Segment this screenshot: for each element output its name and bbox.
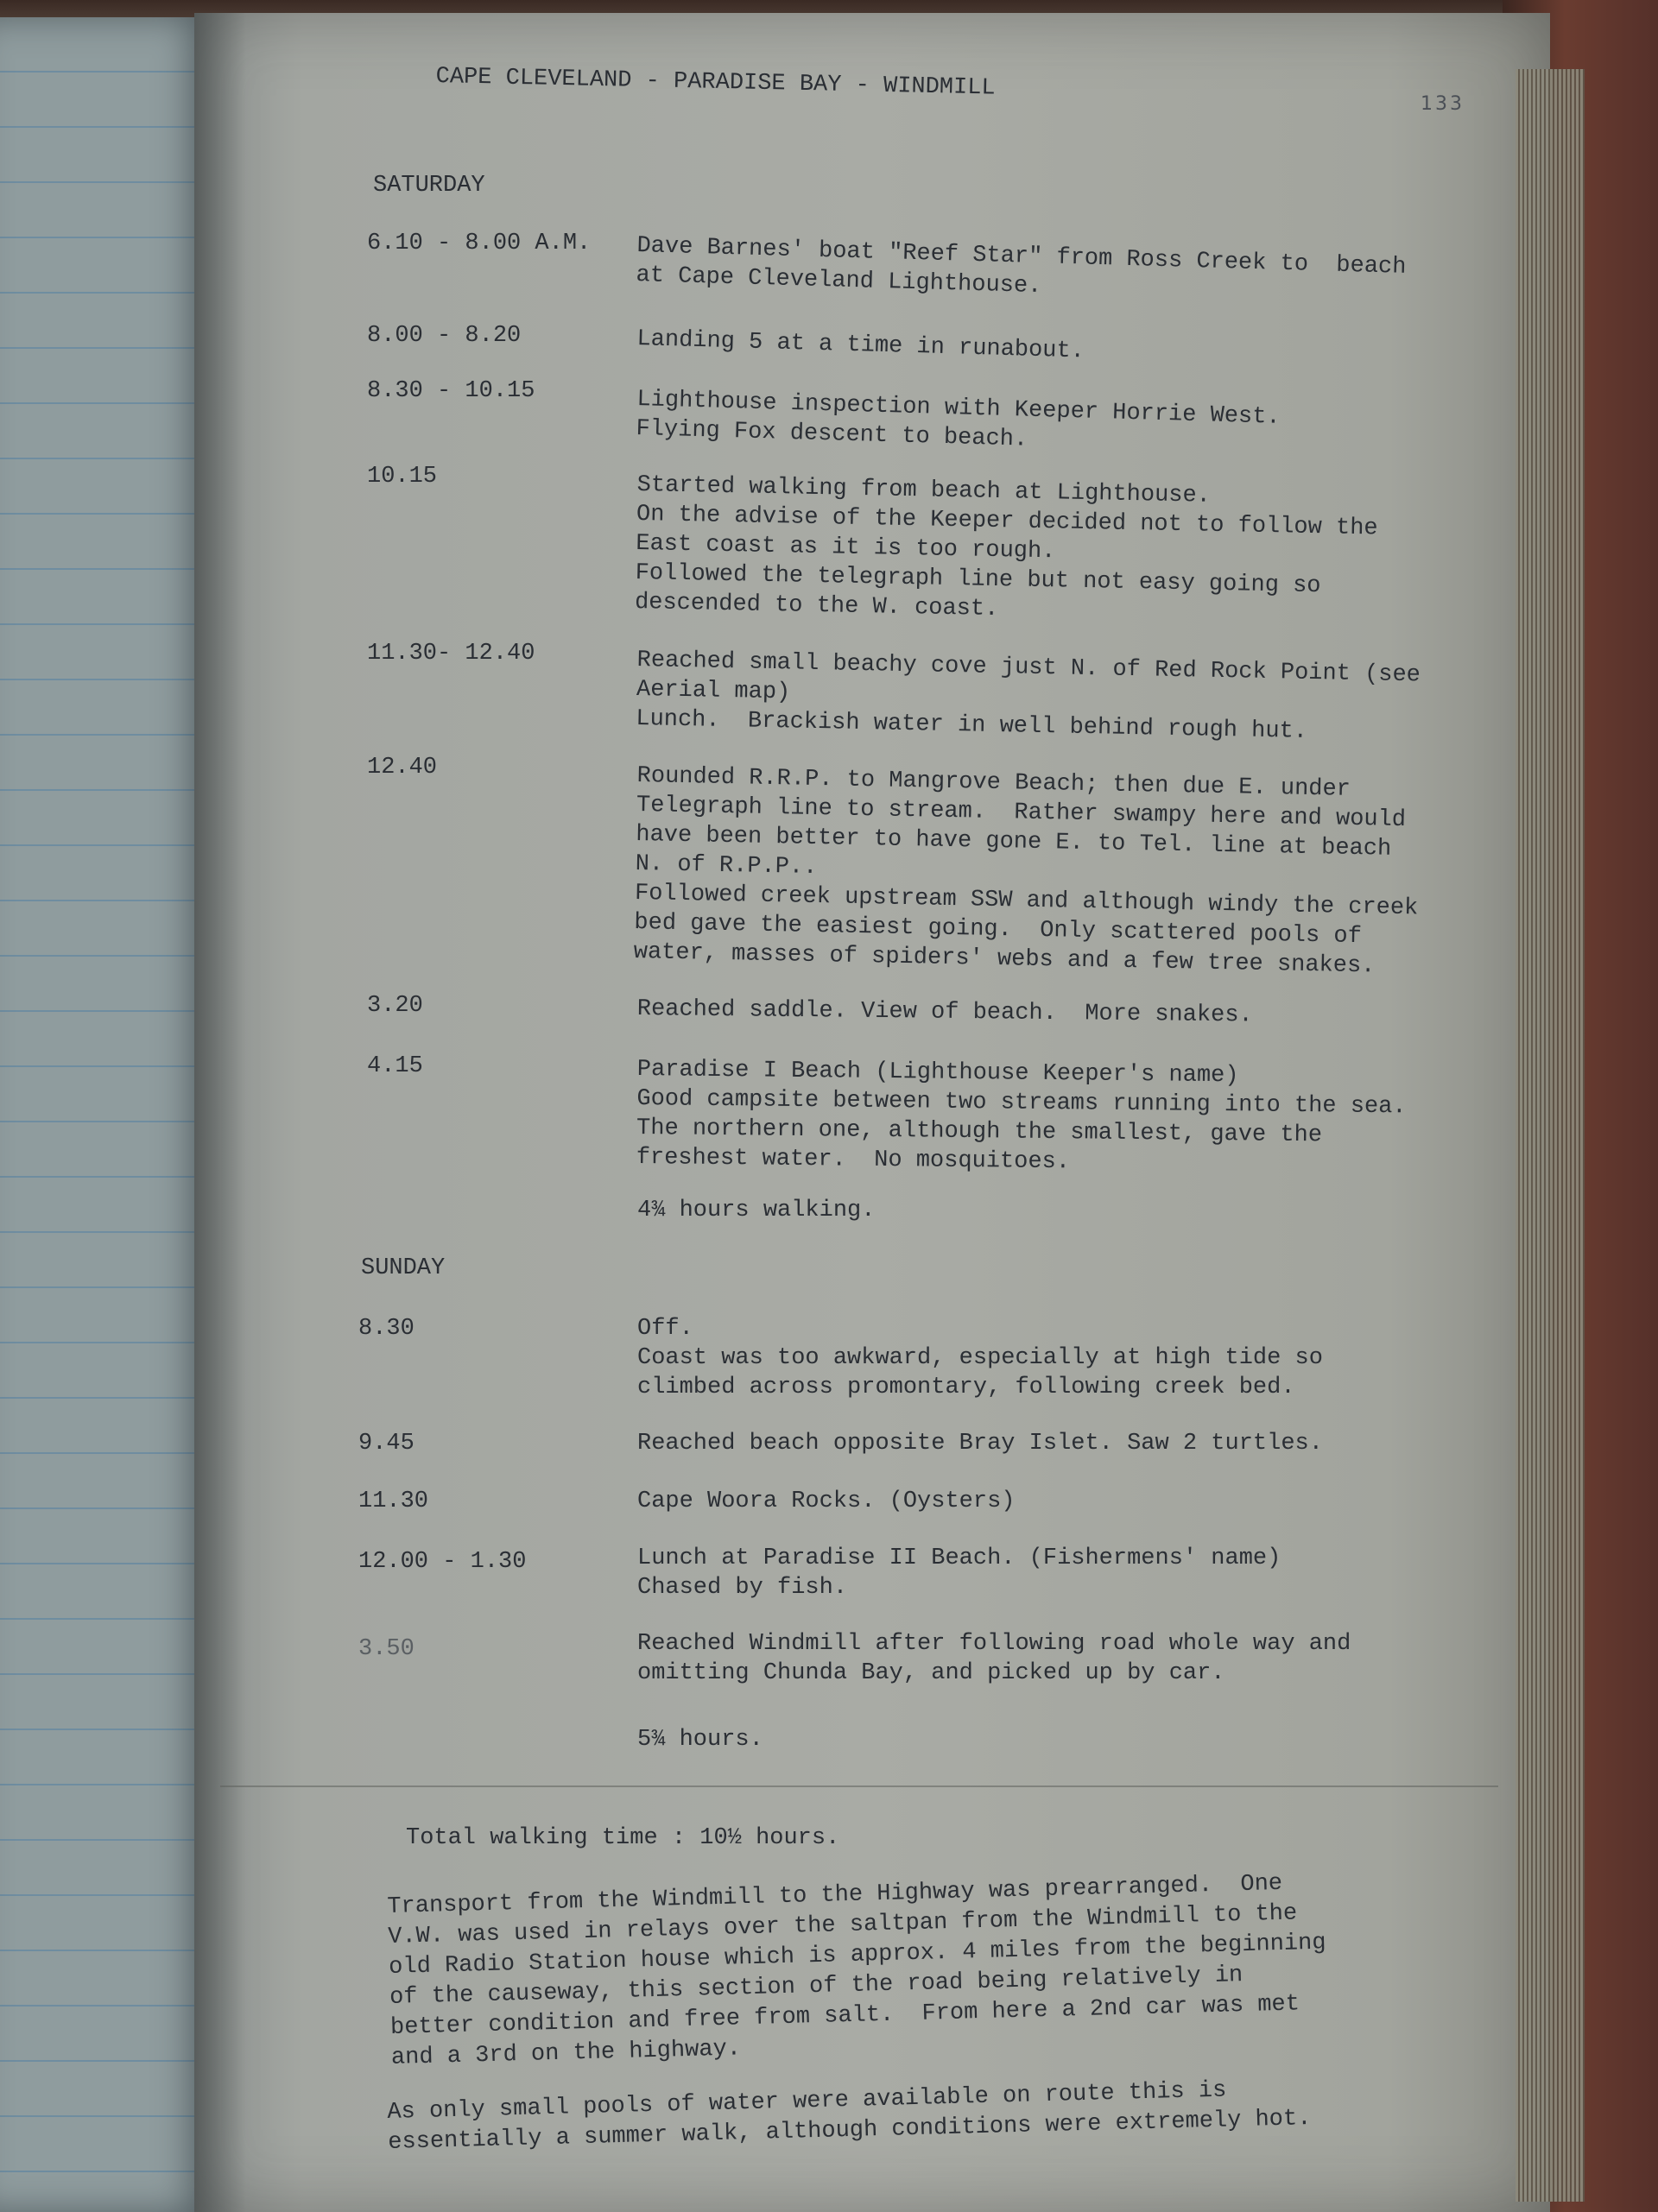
sunday-time-5: 3.50 [358, 1636, 414, 1662]
left-facing-page [0, 17, 216, 2212]
saturday-time-7: 3.20 [367, 993, 423, 1019]
sunday-total: 5¾ hours. [637, 1727, 763, 1753]
pasted-slip-edge [220, 1785, 1498, 1787]
saturday-entry-2: Landing 5 at a time in runabout. [636, 325, 1085, 365]
saturday-time-8: 4.15 [367, 1053, 423, 1079]
sunday-time-4: 12.00 - 1.30 [358, 1549, 527, 1575]
page-number: 133 [1421, 93, 1465, 115]
saturday-entry-7: Reached saddle. View of beach. More snakes. [636, 995, 1253, 1029]
sunday-time-3: 11.30 [358, 1488, 429, 1514]
book-page-edges [1516, 69, 1585, 2202]
saturday-time-4: 10.15 [367, 464, 438, 490]
saturday-total: 4¾ hours walking. [637, 1198, 876, 1223]
saturday-entry-6: Rounded R.R.P. to Mangrove Beach; then due E. under Telegraph line to stream. Rather swampy here and would have been better to have gone E. to Tel. line at beach N. of R.P.P.. Followed creek upstream SSW and although windy the creek bed gave the easiest going. Only scattered pools of water, masses of spiders' webs and a few tree snakes. [633, 762, 1419, 980]
water-note: As only small pools of water were available on route this is essentially a summer walk, although conditions were extremely hot. [387, 2077, 1312, 2156]
sunday-entry-3: Cape Woora Rocks. (Oysters) [637, 1488, 1016, 1514]
total-walking-time: Total walking time : 10½ hours. [406, 1825, 840, 1851]
sunday-time-1: 8.30 [358, 1316, 414, 1342]
saturday-entry-3: Lighthouse inspection with Keeper Horrie West. Flying Fox descent to beach. [636, 386, 1281, 453]
sunday-entry-5: Reached Windmill after following road whole way and omitting Chunda Bay, and picked up by car. [637, 1631, 1351, 1686]
saturday-time-1: 6.10 - 8.00 A.M. [367, 231, 592, 256]
sunday-entry-1: Off. Coast was too awkward, especially at high tide so climbed across promontary, following creek bed. [637, 1316, 1323, 1400]
saturday-entry-5: Reached small beachy cove just N. of Red Rock Point (see Aerial map) Lunch. Brackish water in well behind rough hut. [636, 647, 1421, 745]
saturday-time-5: 11.30- 12.40 [367, 641, 535, 667]
saturday-time-2: 8.00 - 8.20 [367, 323, 522, 349]
page-title: CAPE CLEVELAND - PARADISE BAY - WINDMILL [435, 63, 996, 102]
saturday-entry-4: Started walking from beach at Lighthouse. On the advise of the Keeper decided not to follow the East coast as it is too rough. Followed the telegraph line but not easy going so descended to the W. coast. [634, 471, 1378, 623]
saturday-entry-8: Paradise I Beach (Lighthouse Keeper's name) Good campsite between two streams running into the sea. The northern one, although the smallest, gave the freshest water. No mosquitoes. [636, 1056, 1407, 1176]
page-gutter-shadow [194, 13, 246, 2212]
saturday-heading: SATURDAY [373, 173, 485, 199]
transport-note: Transport from the Windmill to the Highway was prearranged. One V.W. was used in relays over the saltpan from the Windmill to the old Radio Station house which is approx. 4 miles from the beginning of the causeway, this section of the road being relatively in better condition and free from salt. From here a 2nd car was met and a 3rd on the highway. [387, 1870, 1326, 2071]
saturday-entry-1: Dave Barnes' boat "Reef Star" from Ross Creek to beach at Cape Cleveland Lighthouse. [636, 232, 1407, 300]
saturday-time-3: 8.30 - 10.15 [367, 378, 535, 404]
sunday-heading: SUNDAY [361, 1255, 446, 1281]
sunday-entry-4: Lunch at Paradise II Beach. (Fishermens' name) Chased by fish. [637, 1545, 1281, 1601]
sunday-entry-2: Reached beach opposite Bray Islet. Saw 2 turtles. [637, 1431, 1323, 1457]
sunday-time-2: 9.45 [358, 1431, 414, 1457]
saturday-time-6: 12.40 [367, 755, 438, 781]
